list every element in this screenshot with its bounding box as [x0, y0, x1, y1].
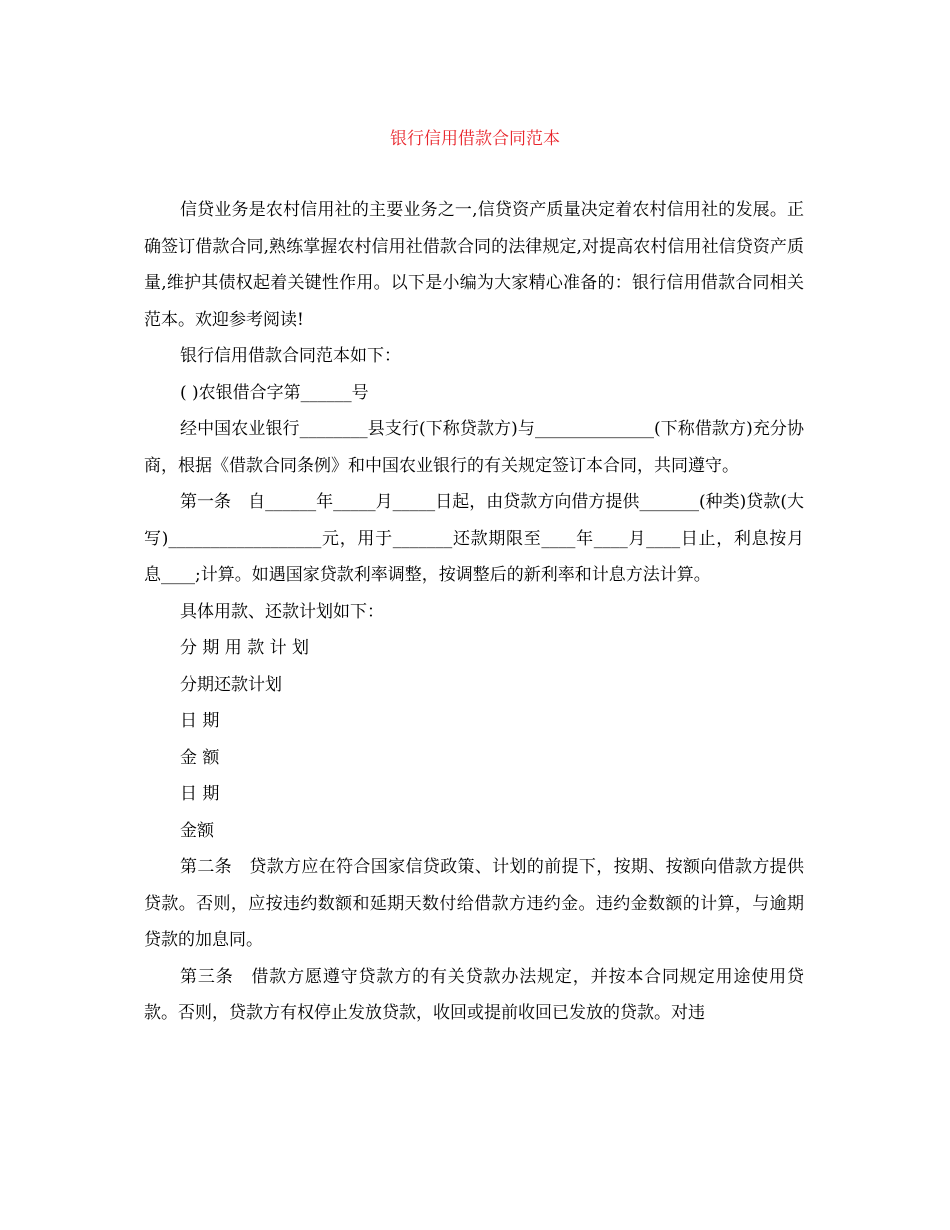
- plan-amount-2: 金额: [180, 820, 214, 841]
- plan-header-repay: 分期还款计划: [180, 674, 282, 695]
- template-heading: 银行信用借款合同范本如下：: [180, 346, 401, 366]
- plan-amount-1: 金 额: [180, 747, 220, 768]
- article-1: 第一条 自______年_____月_____日起，由贷款方向借方提供_______(种类)贷款(大写)__________________元，用于_______还款期限至____年____月____日止，利息按月息____;计算。如遇国家贷款利率调整，按调整后的新利率和计息方法计算。: [144, 492, 804, 585]
- contract-number-line: ( )农银借合字第______号: [180, 382, 369, 403]
- document-title: 银行信用借款合同范本: [390, 129, 560, 149]
- plan-intro: 具体用款、还款计划如下：: [180, 601, 384, 622]
- plan-date-1: 日 期: [180, 711, 220, 731]
- article-3: 第三条 借款方愿遵守贷款方的有关贷款办法规定，并按本合同规定用途使用贷款。否则，贷款方有权停止发放贷款，收回或提前收回已发放的贷款。对违: [144, 966, 804, 1023]
- article-2: 第二条 贷款方应在符合国家信贷政策、计划的前提下，按期、按额向借款方提供贷款。否则，应按违约数额和延期天数付给借款方违约金。违约金数额的计算，与逾期贷款的加息同。: [144, 857, 804, 950]
- intro-paragraph: 信贷业务是农村信用社的主要业务之一,信贷资产质量决定着农村信用社的发展。正确签订借款合同,熟练掌握农村信用社借款合同的法律规定,对提高农村信用社信贷资产质量,维护其债权起着关键性作用。以下是小编为大家精心准备的：银行信用借款合同相关范本。欢迎参考阅读!: [144, 200, 804, 330]
- plan-date-2: 日 期: [180, 784, 220, 804]
- document-body: [144, 192, 804, 1032]
- preamble-paragraph: 经中国农业银行________县支行(下称贷款方)与______________(下称借款方)充分协商，根据《借款合同条例》和中国农业银行的有关规定签订本合同，共同遵守。: [144, 419, 804, 476]
- plan-header-usage: 分 期 用 款 计 划: [180, 638, 310, 658]
